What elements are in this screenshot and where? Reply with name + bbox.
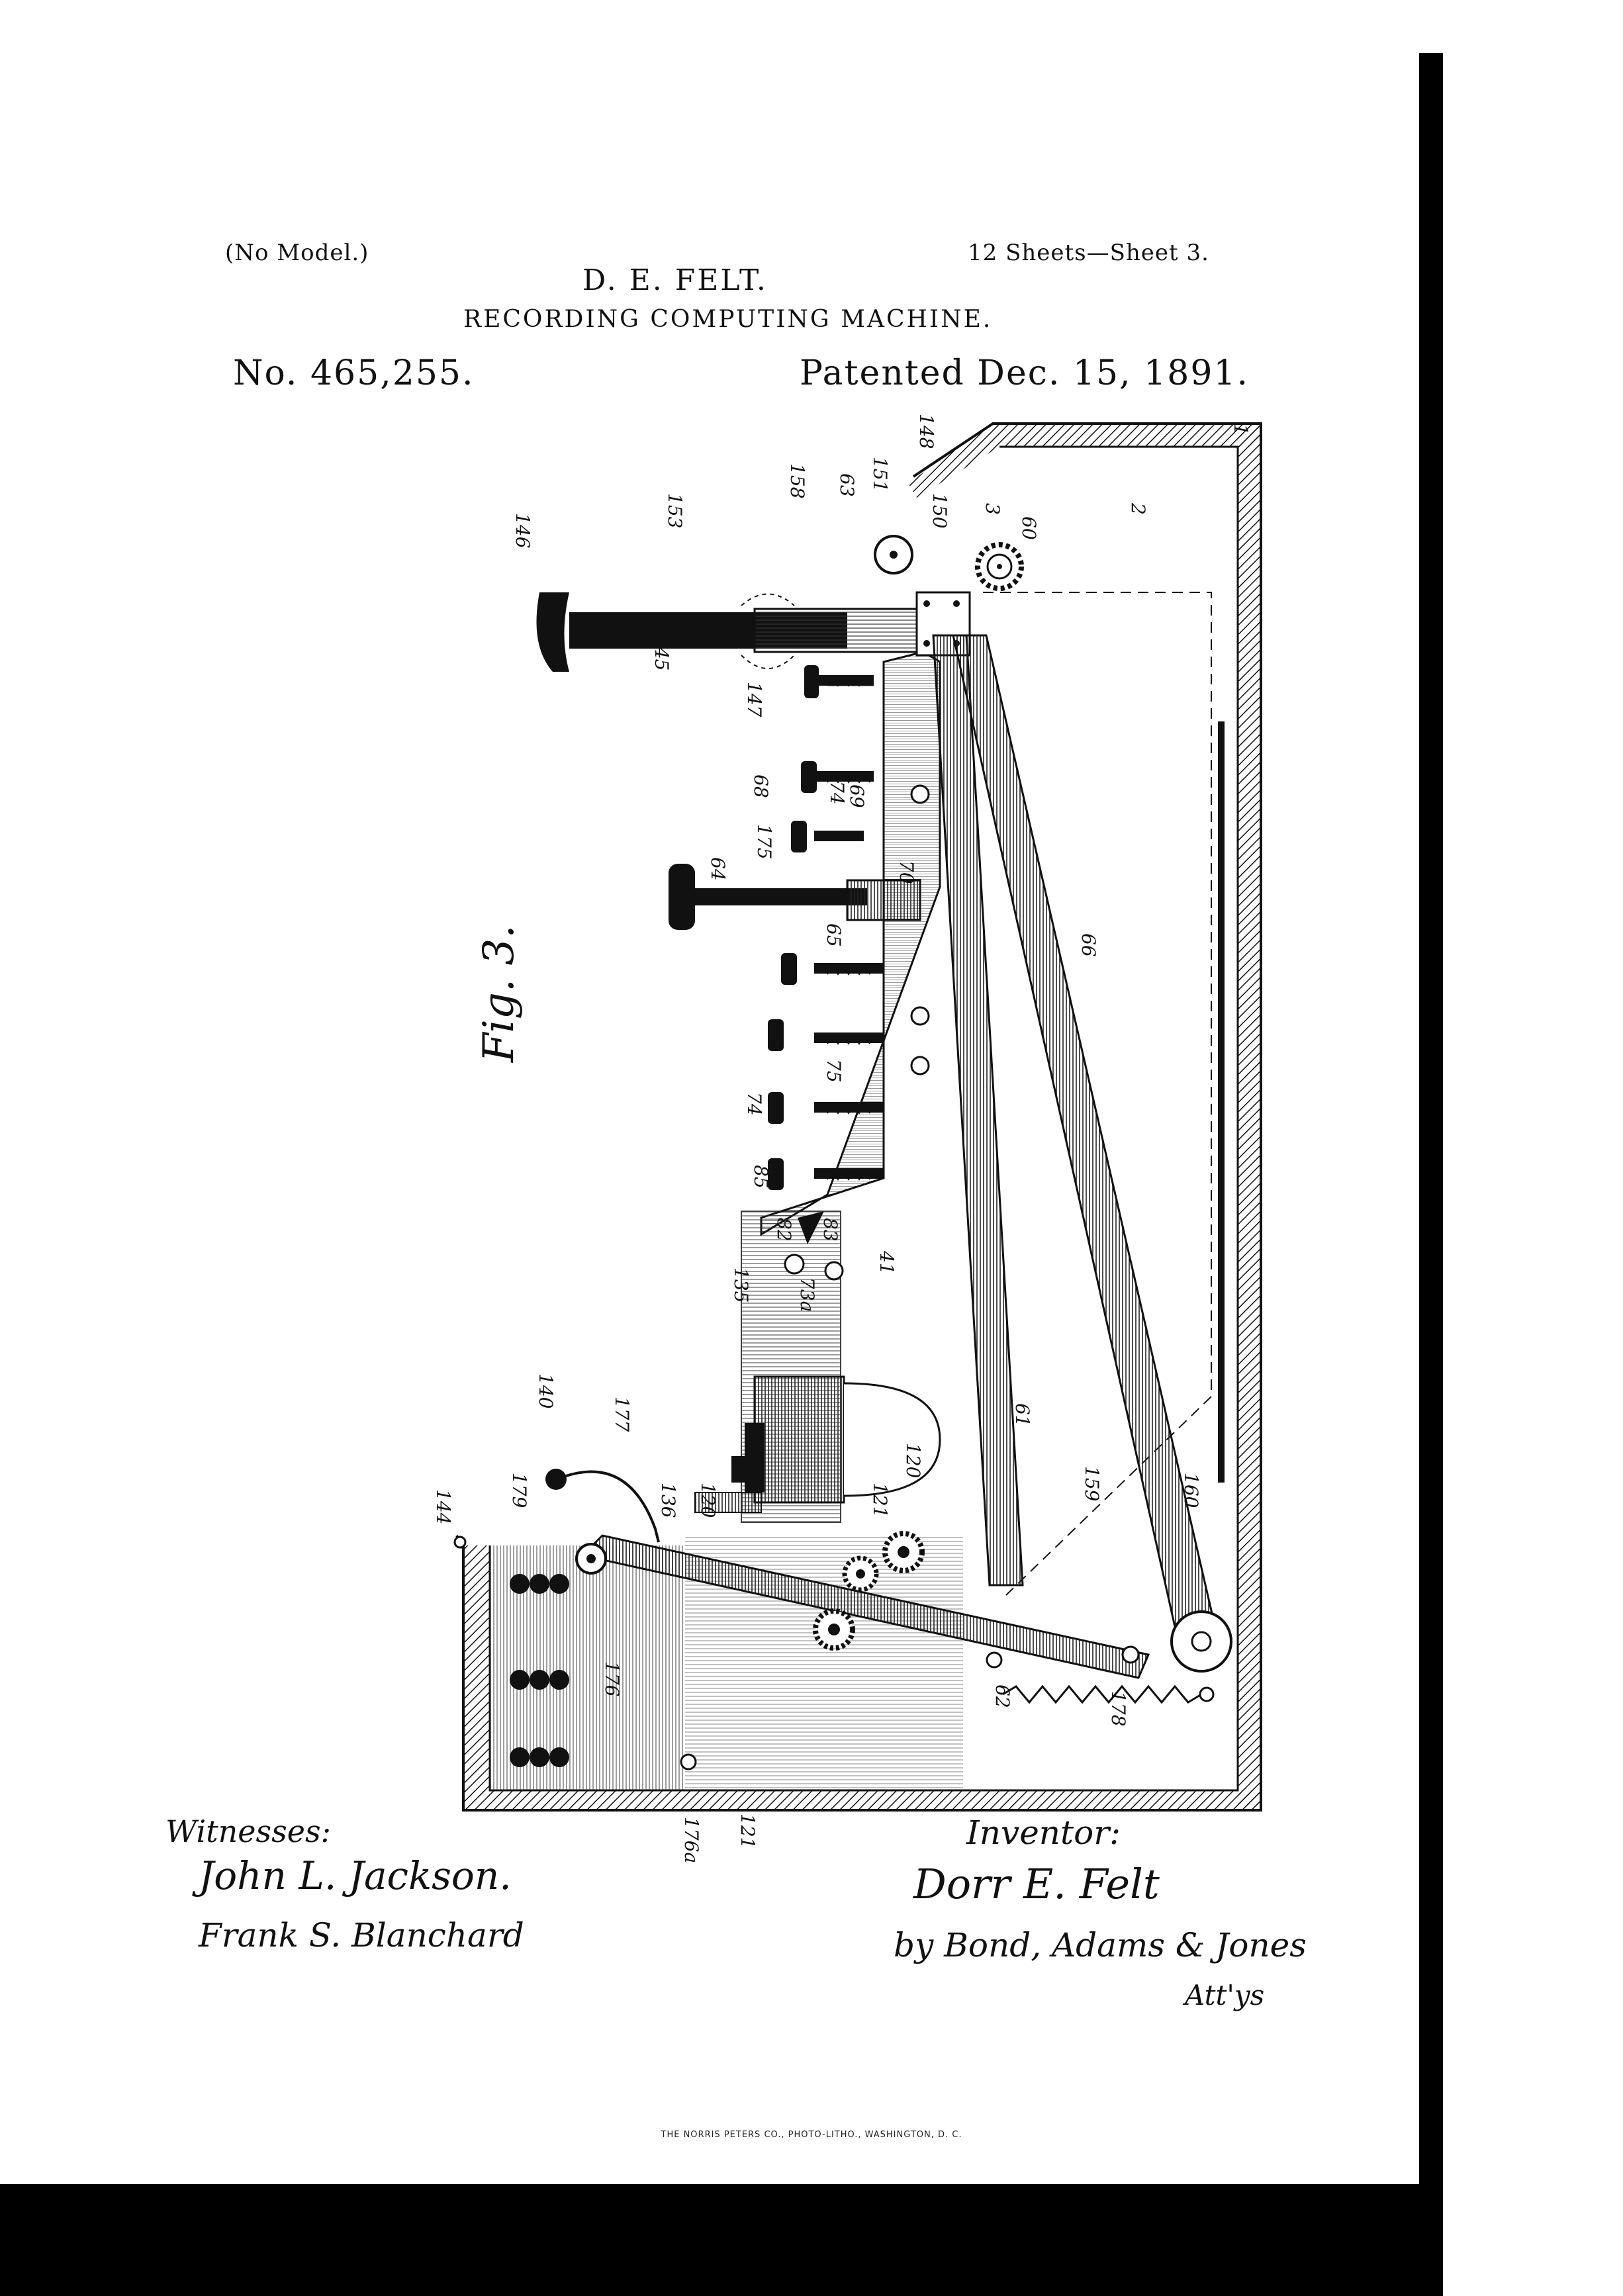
- printer-credit: THE NORRIS PETERS CO., PHOTO-LITHO., WASHINGTON, D. C.: [661, 2130, 962, 2140]
- ref-121b: 121: [737, 1814, 759, 1849]
- sheet-count: 12 Sheets—Sheet 3.: [968, 240, 1209, 266]
- ref-145: 145: [651, 635, 672, 671]
- ref-136: 136: [657, 1483, 679, 1518]
- patent-date: Patented Dec. 15, 1891.: [800, 353, 1250, 393]
- ref-73a: 73a: [796, 1277, 818, 1312]
- ref-74b: 74: [743, 1092, 765, 1116]
- ref-63: 63: [836, 473, 858, 497]
- no-model-label: (No Model.): [225, 240, 369, 266]
- ref-2: 2: [1127, 503, 1149, 515]
- ref-140: 140: [535, 1373, 557, 1409]
- ref-65: 65: [823, 923, 845, 947]
- ref-153: 153: [664, 493, 686, 529]
- fig-label: [475, 925, 524, 1063]
- ref-68: 68: [750, 774, 772, 798]
- ref-179: 179: [508, 1473, 530, 1508]
- ref-159: 159: [1081, 1466, 1103, 1502]
- ref-60: 60: [1018, 516, 1040, 540]
- ref-75: 75: [823, 1059, 845, 1083]
- inventor-label: Inventor:: [966, 1814, 1121, 1852]
- ref-82: 82: [773, 1218, 795, 1242]
- inventor-signature: Dorr E. Felt: [913, 1860, 1160, 1908]
- ref-160: 160: [1180, 1473, 1202, 1508]
- ref-178: 178: [1107, 1691, 1129, 1727]
- ref-1: 1: [1230, 424, 1252, 436]
- ref-62: 62: [992, 1684, 1013, 1708]
- inventor-name-header: D. E. FELT.: [582, 263, 768, 297]
- figure-label: Fig. 3.: [475, 925, 524, 1062]
- ref-120: 120: [697, 1483, 719, 1518]
- ref-146: 146: [512, 513, 533, 549]
- ref-135: 135: [730, 1267, 752, 1303]
- ref-83: 83: [819, 1218, 841, 1242]
- patent-title: RECORDING COMPUTING MACHINE.: [463, 306, 993, 333]
- ref-74: 74: [826, 781, 848, 805]
- plunger-64: [669, 864, 920, 930]
- ref-121: 121: [869, 1483, 891, 1518]
- ref-3: 3: [982, 503, 1003, 515]
- ref-175: 175: [753, 824, 775, 860]
- patent-number: No. 465,255.: [233, 353, 475, 393]
- attorney-signature: by Bond, Adams & Jones: [894, 1926, 1307, 1964]
- witness-2-signature: Frank S. Blanchard: [199, 1916, 524, 1954]
- ref-64: 64: [707, 857, 729, 881]
- ref-61: 61: [1011, 1403, 1033, 1427]
- ref-177: 177: [611, 1397, 633, 1432]
- ref-66: 66: [1078, 933, 1099, 957]
- ref-144: 144: [432, 1489, 454, 1525]
- ref-70: 70: [896, 860, 917, 884]
- witnesses-label: Witnesses:: [165, 1814, 332, 1849]
- ref-120b: 120: [902, 1443, 924, 1479]
- ref-41: 41: [876, 1251, 898, 1275]
- ref-85: 85: [750, 1165, 772, 1189]
- ref-150: 150: [929, 493, 951, 529]
- ref-158: 158: [786, 463, 808, 499]
- ref-176: 176: [601, 1661, 623, 1697]
- ref-151: 151: [869, 457, 891, 492]
- ref-69: 69: [846, 784, 868, 808]
- ref-148: 148: [915, 414, 937, 449]
- attorneys-label: Att'ys: [1185, 1979, 1265, 2011]
- ref-176a: 176a: [680, 1817, 702, 1864]
- wire-140: [455, 1469, 659, 1549]
- crank-handle-146: [537, 592, 927, 672]
- ref-147: 147: [743, 682, 765, 717]
- witness-1-signature: John L. Jackson.: [199, 1853, 512, 1898]
